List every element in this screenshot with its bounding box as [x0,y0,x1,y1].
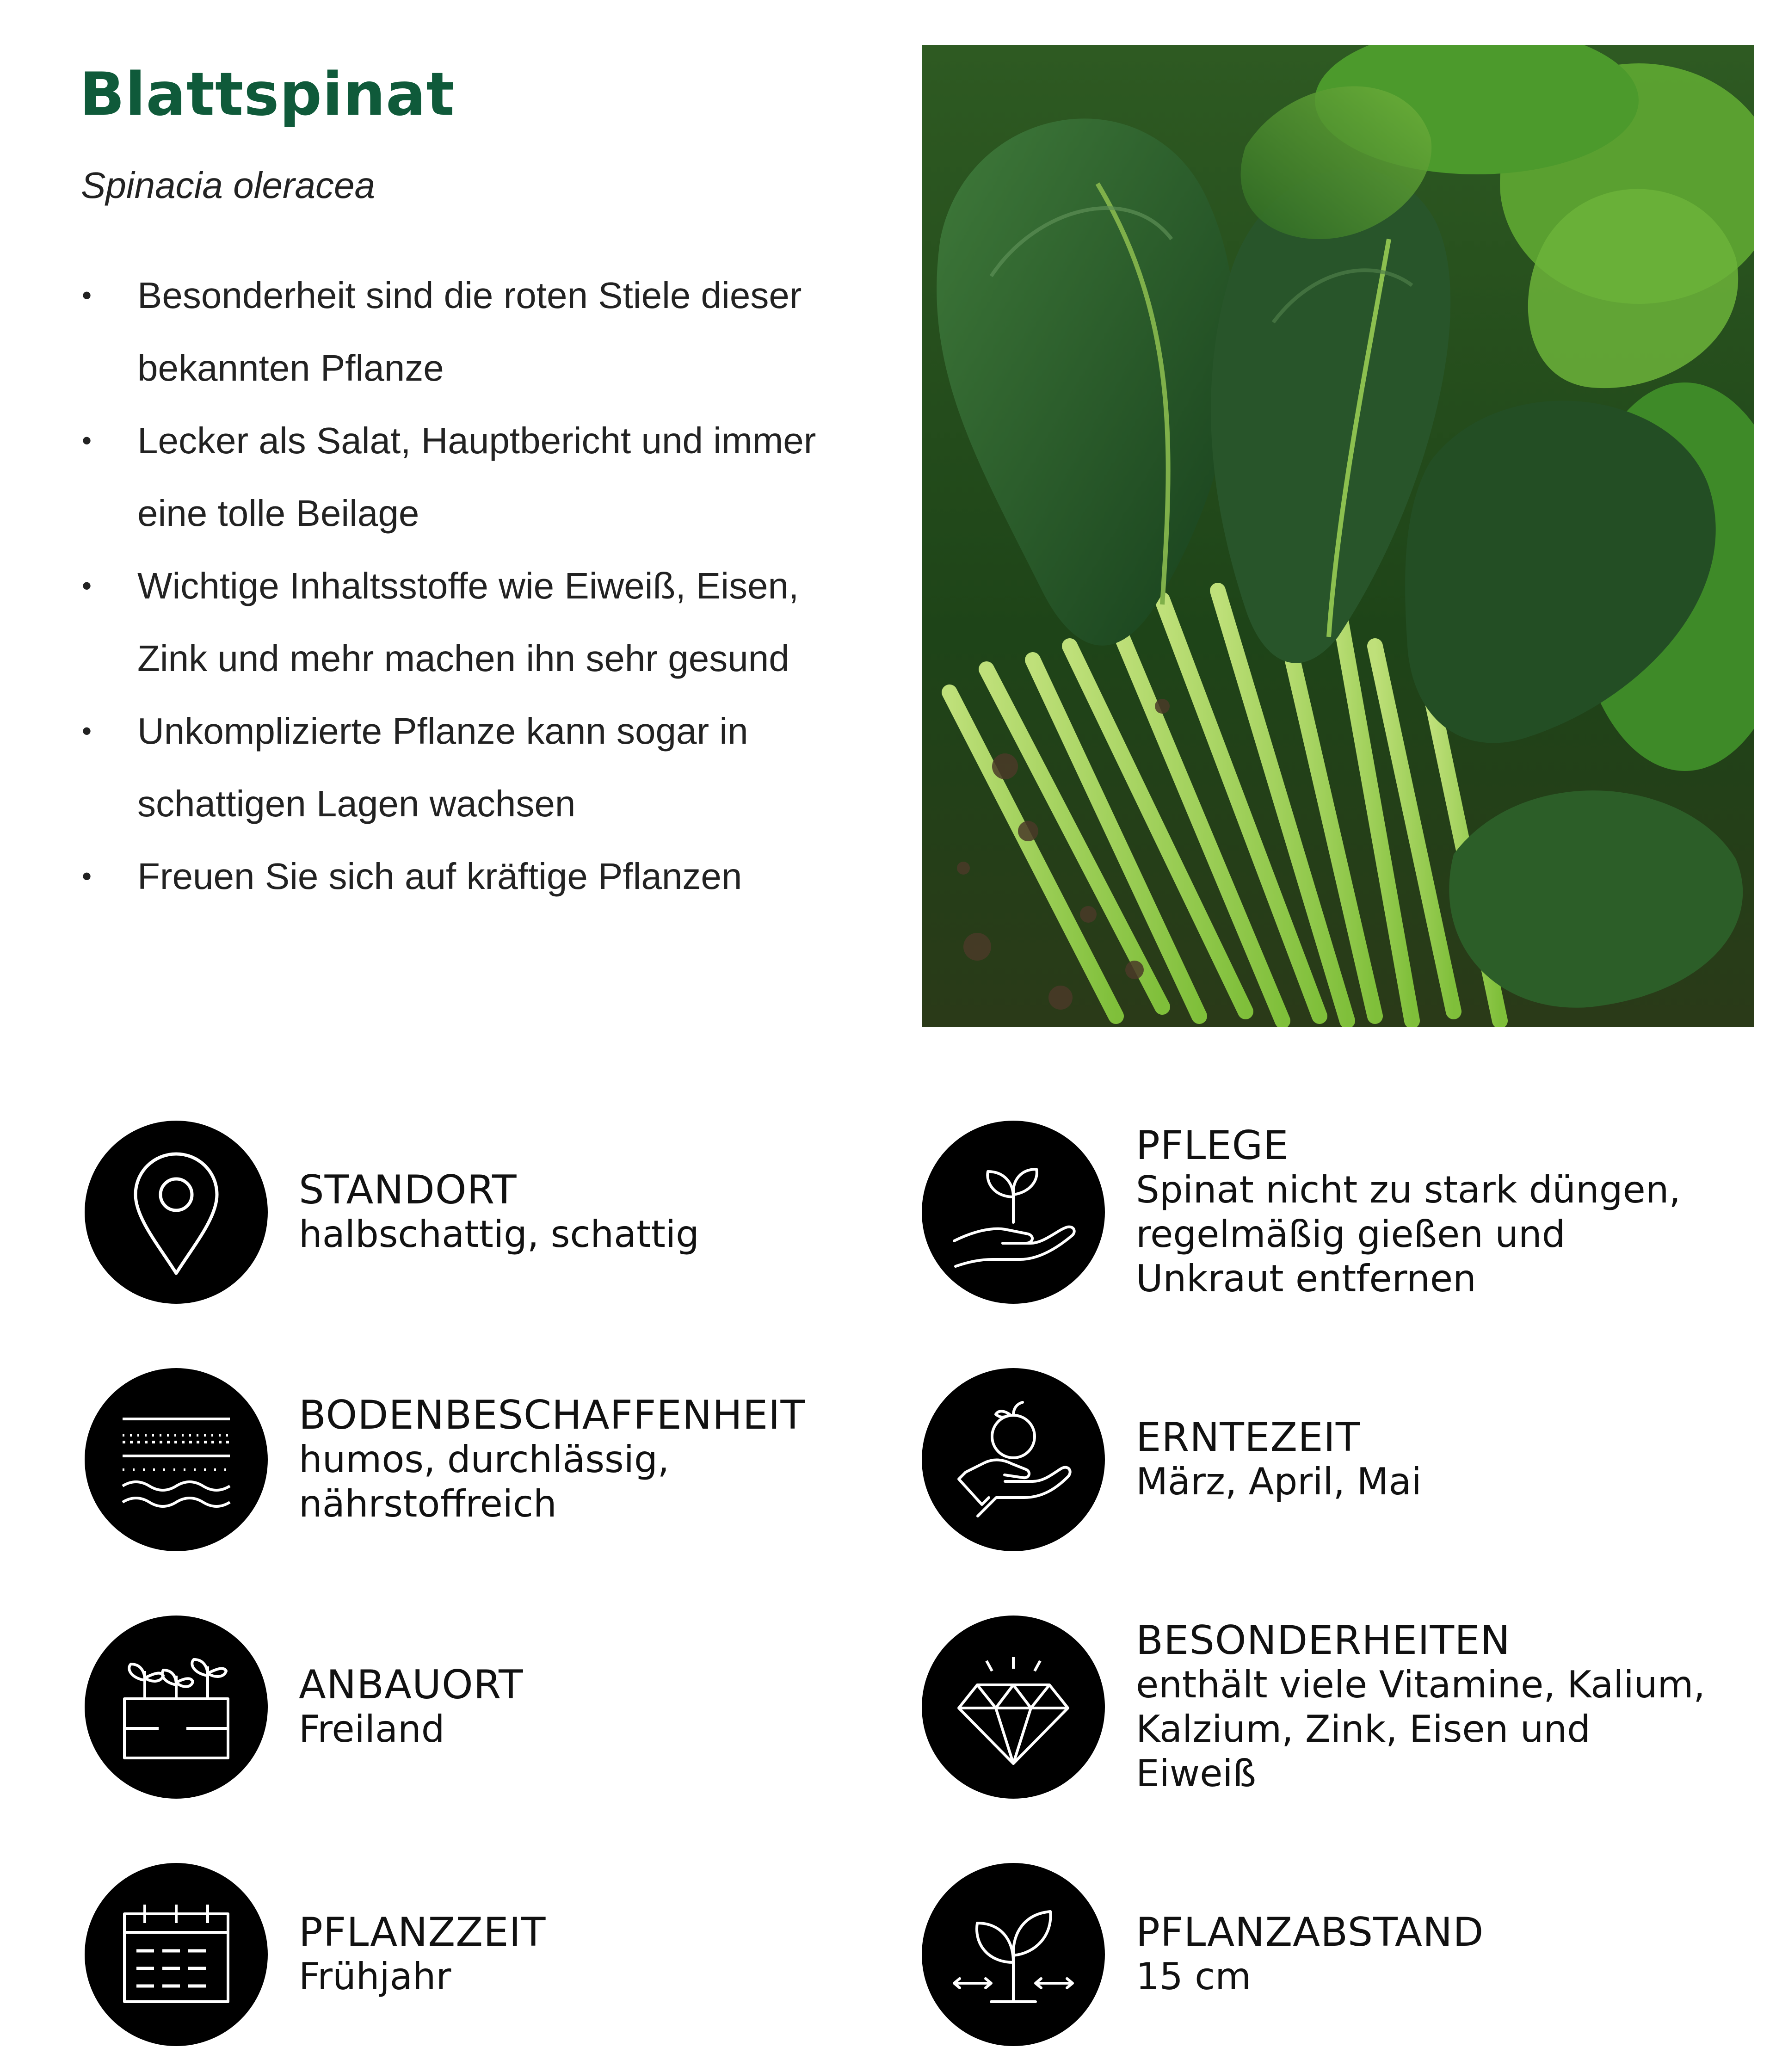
bullet-text: bekannten Pflanze [137,347,444,388]
info-value: halbschattig, schattig [299,1213,699,1256]
info-value: Freiland [299,1708,445,1751]
bullet-text: eine tolle Beilage [137,493,419,534]
latin-name: Spinacia oleracea [81,165,375,206]
info-label: BESONDERHEITEN [1136,1617,1511,1664]
info-besonderheiten [922,1616,1708,1801]
soil-layers-icon [85,1368,268,1551]
bullet-dot-icon: • [82,861,92,892]
bullet-text: schattigen Lagen wachsen [137,783,576,824]
info-label: PFLANZABSTAND [1136,1909,1484,1955]
info-pflanzabstand [922,1863,1708,2048]
bullet-text: Wichtige Inhaltsstoffe wie Eiweiß, Eisen, [137,565,799,606]
bullet-dot-icon: • [82,570,92,601]
info-value: Spinat nicht zu stark düngen, regelmäßig gießen und Unkraut entfernen [1136,1168,1681,1300]
info-label: ERNTEZEIT [1136,1414,1361,1461]
info-standort [85,1121,871,1306]
info-label: PFLEGE [1136,1122,1289,1169]
hand-fruit-icon [922,1368,1105,1551]
info-boden [85,1368,871,1553]
plant-spacing-icon [922,1863,1105,2046]
feature-list [81,259,876,913]
bullet-text: Besonderheit sind die roten Stiele dieser [137,275,802,316]
list-item [81,695,876,840]
list-item [81,404,876,549]
bullet-dot-icon: • [82,280,92,311]
info-pflanzzeit [85,1863,871,2048]
spinach-leaves-photo-icon [922,45,1754,1027]
list-item [81,549,876,695]
calendar-icon [85,1863,268,2046]
info-label: ANBAUORT [299,1662,524,1708]
planter-box-icon [85,1616,268,1799]
spinach-photo [922,45,1754,1027]
hand-seedling-icon [922,1121,1105,1304]
info-anbauort [85,1616,871,1801]
info-value: März, April, Mai [1136,1460,1422,1503]
bullet-dot-icon: • [82,425,92,456]
bullet-text: Unkomplizierte Pflanze kann sogar in [137,710,748,752]
bullet-text: Zink und mehr machen ihn sehr gesund [137,638,789,679]
info-value: enthält viele Vitamine, Kalium, Kalzium, Zink, Eisen und Eiweiß [1136,1663,1705,1795]
info-pflege [922,1121,1708,1306]
bullet-text: Lecker als Salat, Hauptbericht und immer [137,420,816,461]
info-label: STANDORT [299,1167,517,1213]
bullet-dot-icon: • [82,715,92,746]
info-label: BODENBESCHAFFENHEIT [299,1392,806,1438]
bullet-text: Freuen Sie sich auf kräftige Pflanzen [137,856,742,897]
location-pin-icon [85,1121,268,1304]
info-value: Frühjahr [299,1955,451,1998]
info-value: 15 cm [1136,1955,1252,1998]
info-erntezeit [922,1368,1708,1553]
list-item [81,259,876,404]
product-title: Blattspinat [80,60,455,129]
info-label: PFLANZZEIT [299,1909,546,1955]
list-item [81,840,876,913]
info-value: humos, durchlässig, nährstoffreich [299,1438,670,1525]
diamond-icon [922,1616,1105,1799]
